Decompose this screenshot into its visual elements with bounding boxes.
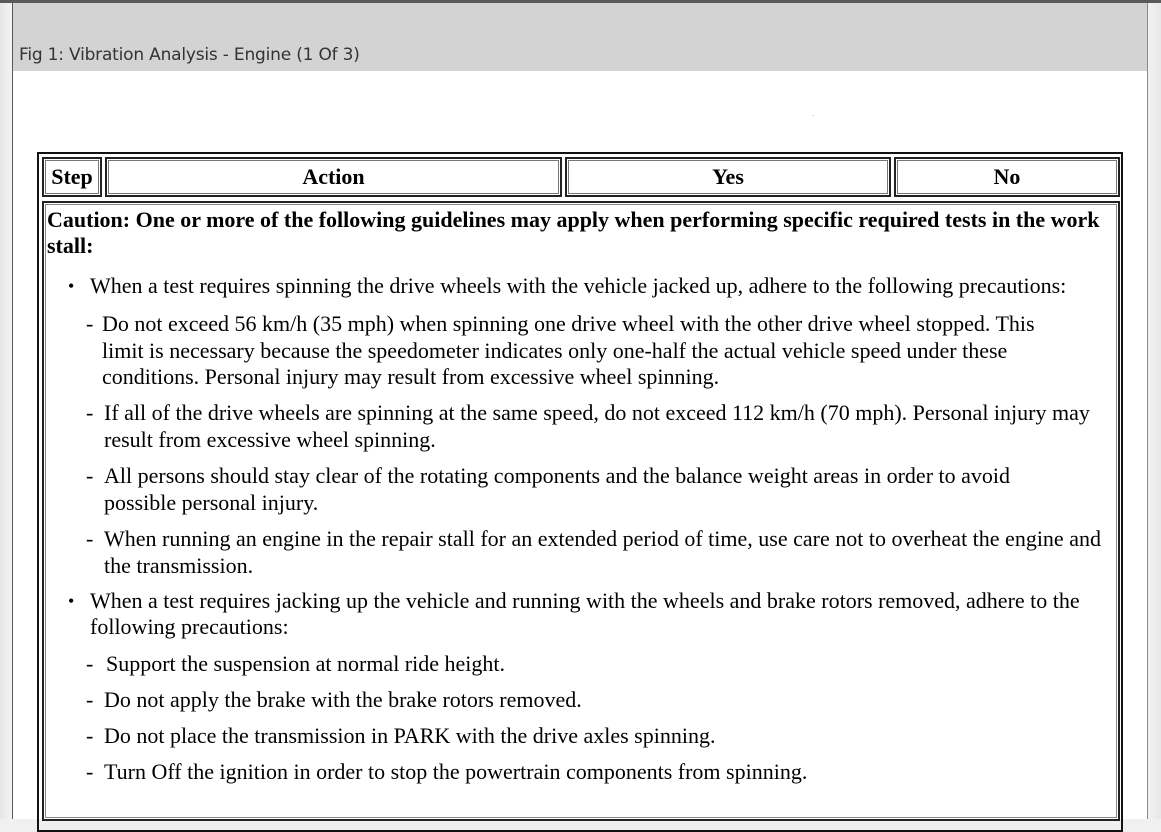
bullet-icon: • bbox=[68, 591, 75, 611]
figure-panel bbox=[12, 3, 1148, 819]
left-margin bbox=[0, 3, 12, 819]
caution-cell bbox=[42, 201, 1120, 821]
right-scroll-gutter bbox=[1147, 3, 1161, 819]
figure-caption-bar bbox=[13, 3, 1147, 71]
figure-caption: Fig 1: Vibration Analysis - Engine (1 Of 3) bbox=[19, 45, 360, 65]
sub-item-text: Turn Off the ignition in order to stop the powertrain components from spinning. bbox=[104, 759, 808, 784]
dash-icon: - bbox=[86, 311, 94, 336]
dash-icon: - bbox=[86, 651, 94, 676]
bullet-text: When a test requires jacking up the vehicle and running with the wheels and brake rotors removed, adhere to the following precautions: bbox=[90, 588, 1080, 639]
dash-icon: - bbox=[86, 526, 94, 551]
scan-speck bbox=[813, 115, 814, 116]
header-yes: Yes bbox=[565, 157, 891, 197]
sub-item-text: Support the suspension at normal ride height. bbox=[106, 651, 505, 676]
sub-item-text: Do not place the transmission in PARK with the drive axles spinning. bbox=[104, 723, 716, 748]
dash-icon: - bbox=[86, 759, 94, 784]
bullet-icon: • bbox=[68, 276, 75, 296]
header-step: Step bbox=[42, 157, 102, 197]
sub-item-text: All persons should stay clear of the rotating components and the balance weight areas in order to avoid possible personal injury. bbox=[104, 463, 1011, 515]
header-action: Action bbox=[105, 157, 562, 197]
caution-heading: Caution: One or more of the following guidelines may apply when performing specific required tests in the work stall: bbox=[47, 207, 1100, 258]
sub-item-text: If all of the drive wheels are spinning at the same speed, do not exceed 112 km/h (70 mph). Personal injury may result from excessive wheel spinning. bbox=[104, 400, 1090, 452]
dash-icon: - bbox=[86, 400, 94, 425]
header-no: No bbox=[894, 157, 1120, 197]
dash-icon: - bbox=[86, 723, 94, 748]
sub-item-text: When running an engine in the repair stall for an extended period of time, use care not to overheat the engine and the transmission. bbox=[104, 526, 1101, 578]
sub-item-text: Do not exceed 56 km/h (35 mph) when spinning one drive wheel with the other drive wheel stopped. This limit is necessary because the speedometer indicates only one-half the actual vehicle speed under these conditions. Personal injury may result from excessive wheel spinning. bbox=[102, 311, 1035, 389]
sub-item-text: Do not apply the brake with the brake rotors removed. bbox=[104, 687, 582, 712]
diagnostic-table bbox=[37, 152, 1123, 832]
dash-icon: - bbox=[86, 463, 94, 488]
dash-icon: - bbox=[86, 687, 94, 712]
bullet-text: When a test requires spinning the drive wheels with the vehicle jacked up, adhere to the following precautions: bbox=[90, 273, 1067, 298]
